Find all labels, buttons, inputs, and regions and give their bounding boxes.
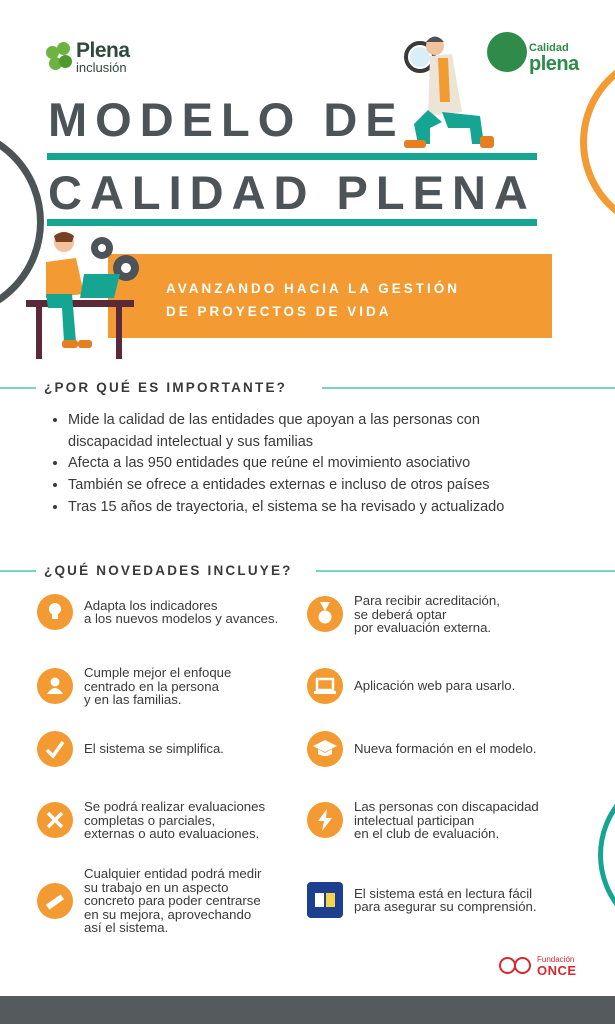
feature-text-line: Adapta los indicadores bbox=[84, 597, 218, 613]
calidad-logo-word: Calidad bbox=[529, 42, 569, 54]
plena-inclusion-logo bbox=[46, 40, 130, 74]
feature-text-line: y en las familias. bbox=[84, 692, 182, 707]
feature-text-line: concreto para poder centrarse bbox=[84, 893, 261, 908]
subtitle-line2: DE PROYECTOS DE VIDA bbox=[166, 304, 392, 319]
feature-text-line: a los nuevos modelos y avances. bbox=[84, 611, 279, 626]
feature-item bbox=[307, 668, 515, 704]
once-rings-icon bbox=[499, 955, 533, 977]
feature-item bbox=[307, 731, 537, 767]
once-logo-line1: Fundación bbox=[537, 954, 575, 964]
feature-text-line: Se podrá realizar evaluaciones bbox=[84, 799, 266, 814]
feature-item bbox=[307, 800, 539, 841]
list-item: • Afecta a las 950 entidades que reúne el movimiento asociativo bbox=[68, 453, 568, 475]
feature-text-line: completas o parciales, bbox=[84, 812, 216, 828]
lightbulb-icon bbox=[37, 594, 73, 630]
plena-logo-word: plena bbox=[529, 53, 579, 75]
news-heading: ¿QUÉ NOVEDADES INCLUYE? bbox=[36, 563, 301, 578]
graduation-cap-icon bbox=[307, 731, 343, 767]
section-divider-right bbox=[316, 570, 615, 572]
feature-item bbox=[37, 731, 224, 767]
feature-text-line: Las personas con discapacidad bbox=[354, 799, 539, 814]
person-laptop-illustration bbox=[26, 232, 148, 362]
feature-text-line: externas o auto evaluaciones. bbox=[84, 826, 260, 841]
feature-text-line: para asegurar su comprensión. bbox=[354, 899, 537, 914]
person-icon bbox=[37, 668, 73, 704]
why-important-heading: ¿POR QUÉ ES IMPORTANTE? bbox=[36, 380, 295, 395]
feature-text-line: Aplicación web para usarlo. bbox=[354, 678, 516, 694]
feature-text-line: su trabajo en un aspecto bbox=[84, 879, 229, 895]
medal-icon bbox=[307, 596, 343, 632]
feature-text-line: en el club de evaluación. bbox=[354, 826, 500, 841]
feature-item bbox=[37, 867, 261, 935]
subtitle-line1: AVANZANDO HACIA LA GESTIÓN bbox=[166, 281, 460, 296]
feature-text-line: El sistema se simplifica. bbox=[84, 741, 224, 757]
clover-icon bbox=[46, 42, 72, 72]
feature-item bbox=[37, 594, 278, 630]
feature-item bbox=[307, 882, 537, 918]
title-underline-2 bbox=[47, 219, 537, 226]
list-item: • Tras 15 años de trayectoria, el sistema se ha revisado y actualizado bbox=[68, 497, 568, 519]
feature-text-line: se deberá optar bbox=[354, 606, 447, 622]
easy-read-icon bbox=[307, 882, 343, 918]
feature-text-line: centrado en la persona bbox=[84, 678, 219, 694]
feature-text-line: por evaluación externa. bbox=[354, 620, 492, 635]
plena-logo-word: Plena bbox=[76, 39, 130, 62]
once-logo-line2: ONCE bbox=[537, 962, 577, 978]
feature-text-line: intelectual participan bbox=[354, 812, 475, 828]
laptop-icon bbox=[307, 668, 343, 704]
footer-bar bbox=[0, 996, 615, 1024]
feature-text-line: así el sistema. bbox=[84, 920, 169, 935]
decorative-arc-right-bottom bbox=[598, 770, 615, 940]
list-item: • También se ofrece a entidades externas e incluso de otros países bbox=[68, 475, 568, 497]
tools-icon bbox=[37, 802, 73, 838]
lightning-icon bbox=[307, 802, 343, 838]
calidad-plena-logo bbox=[487, 32, 587, 78]
feature-text-line: en su mejora, aprovechando bbox=[84, 906, 252, 922]
title-underline-1 bbox=[47, 153, 537, 160]
why-important-list bbox=[50, 410, 568, 519]
section-divider-left bbox=[0, 387, 40, 389]
section-divider-left bbox=[0, 570, 40, 572]
feature-item bbox=[37, 666, 231, 707]
list-item: • Mide la calidad de las entidades que apoyan a las personas con discapacidad intelectual y sus familias bbox=[68, 410, 568, 453]
feature-text-line: Cumple mejor el enfoque bbox=[84, 665, 232, 680]
feature-text-line: Cualquier entidad podrá medir bbox=[84, 866, 262, 881]
hand-check-icon bbox=[37, 731, 73, 767]
inclusion-logo-word: inclusión bbox=[76, 60, 127, 75]
feature-item bbox=[37, 800, 265, 841]
ruler-pencil-icon bbox=[37, 883, 73, 919]
section-divider-right bbox=[322, 387, 615, 389]
main-title-line2: CALIDAD PLENA bbox=[48, 166, 536, 219]
fundacion-once-logo bbox=[499, 955, 577, 977]
feature-item bbox=[307, 594, 500, 635]
feature-text-line: El sistema está en lectura fácil bbox=[354, 885, 533, 901]
feature-text-line: Para recibir acreditación, bbox=[354, 593, 500, 608]
calidad-logo-shape bbox=[487, 32, 527, 72]
feature-text-line: Nueva formación en el modelo. bbox=[354, 741, 537, 757]
main-title-line1: MODELO DE bbox=[48, 93, 405, 146]
subtitle-text bbox=[166, 277, 460, 323]
